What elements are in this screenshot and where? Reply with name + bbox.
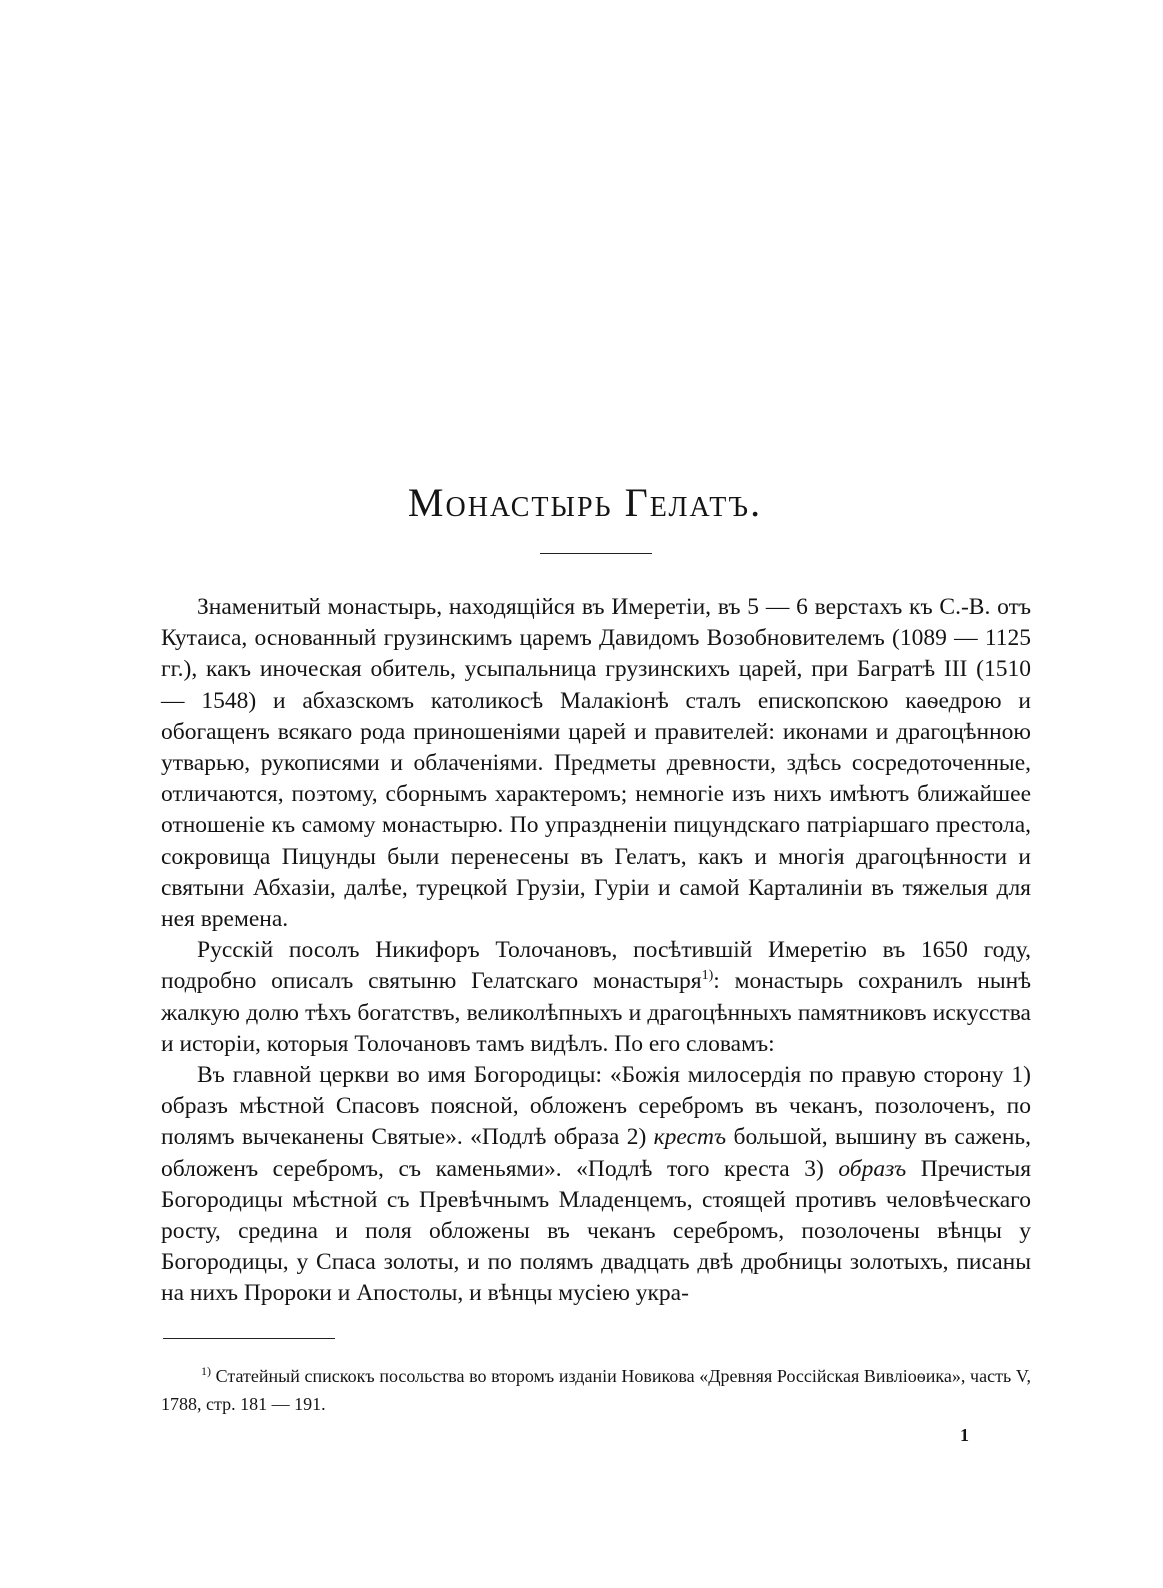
paragraph-3 [161, 1060, 1031, 1310]
paragraph-2 [161, 935, 1031, 1060]
paragraph-1 [161, 592, 1031, 935]
title-rule [540, 553, 652, 554]
paragraph-2-text-b: : монастырь сохранилъ нынѣ жалкую долю тѣхъ богатствъ, великолѣпныхъ и драгоцѣнныхъ памятниковъ искусства и исторіи, которыя Толочановъ тамъ видѣлъ. По его словамъ: [161, 968, 1031, 1057]
page-title: Монастырь Гелатъ. [407, 480, 763, 525]
footnote-text: Статейный спискокъ посольства во второмъ изданіи Новикова «Древняя Россійская Вивліоѳика», часть V, 1788, стр. 181 — 191. [161, 1366, 1031, 1414]
footnote [161, 1362, 1031, 1418]
paragraph-3-text-a: Въ главной церкви во имя Богородицы: «Божія милосердія по правую сторону 1) образъ мѣстной Спасовъ поясной, обложенъ серебромъ въ чеканъ, позолоченъ, по полямъ вычеканены Святые». «Подлѣ образа 2) [161, 1062, 1031, 1151]
paragraph-2-text-a: Русскій посолъ Никифоръ Толочановъ, посѣтившій Имеретію въ 1650 году, подробно описалъ святыню Гелатскаго монастыря [161, 937, 1031, 995]
paragraph-1-text: Знаменитый монастырь, находящійся въ Имеретіи, въ 5 — 6 верстахъ къ С.-В. отъ Кутаиса, основанный грузинскимъ царемъ Давидомъ Возобновителемъ (1089 — 1125 гг.), какъ иноческая обитель, усыпальница грузинскихъ царей, при Багратѣ III (1510 — 1548) и абхазскомъ католикосѣ Малакіонѣ сталъ епископскою каѳедрою и обогащенъ всякаго рода приношеніями царей и правителей: иконами и драгоцѣнною утварью, рукописями и облаченіями. Предметы древности, здѣсь сосредоточенные, отличаются, поэтому, сборнымъ характеромъ; немногіе изъ нихъ имѣютъ ближайшее отношеніе къ самому монастырю. По упраздненіи пицундскаго патріаршаго престола, сокровища Пицунды были перенесены въ Гелатъ, какъ и многія драгоцѣнности и святыни Абхазіи, далѣе, турецкой Грузіи, Гуріи и самой Карталиніи въ тяжелыя для нея времена. [161, 594, 1031, 933]
footnote-reference[interactable]: 1) [701, 968, 714, 984]
italic-word-krest: крестъ [653, 1124, 727, 1151]
paragraph-3-text-b: большой, вышину въ сажень, обложенъ серебромъ, съ каменьями». «Подлѣ того креста 3) [161, 1124, 1031, 1182]
page-number: 1 [960, 1425, 969, 1445]
paragraph-3-text-c: Пречистыя Богородицы мѣстной съ Превѣчнымъ Младенцемъ, стоящей противъ человѣческаго росту, средина и поля обложены въ чеканъ серебромъ, позолочены вѣнцы у Богородицы, у Спаса золоты, и по полямъ двадцать двѣ дробницы золотыхъ, писаны на нихъ Пророки и Апостолы, и вѣнцы мусіею укра- [161, 1155, 1031, 1307]
footnote-marker: 1) [201, 1364, 211, 1378]
italic-word-obraz: образъ [838, 1155, 907, 1182]
body-text [161, 592, 1031, 1310]
footnote-rule [163, 1338, 335, 1339]
